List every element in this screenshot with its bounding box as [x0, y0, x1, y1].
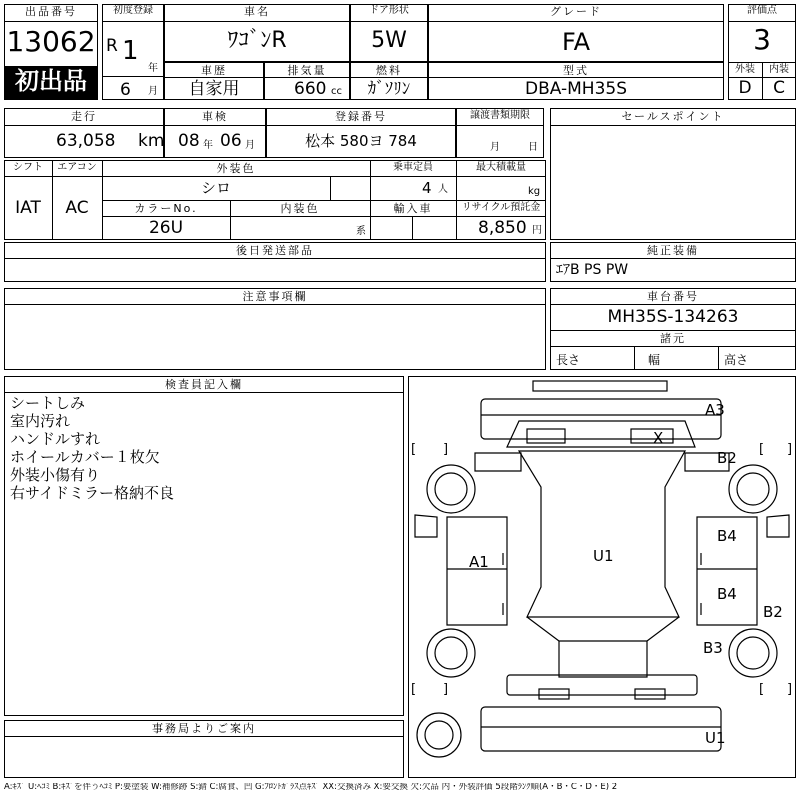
ac-label: エアコン: [57, 162, 97, 173]
max-load-label: 最大積載量: [476, 162, 526, 173]
interior-grade: C: [773, 78, 785, 98]
capacity-unit: 人: [438, 184, 448, 195]
damage-mark: B4: [717, 527, 737, 545]
import-label: 輸入車: [393, 202, 433, 215]
lot-number: 13062: [6, 25, 96, 58]
svg-text:]: ]: [787, 682, 793, 697]
mileage-label: 走行: [71, 110, 97, 123]
inspection-year-unit: 年: [203, 140, 213, 151]
height-label: 高さ: [724, 353, 749, 367]
reg-number-label: 登録番号: [335, 110, 387, 123]
transfer-month-unit: 月: [490, 142, 500, 153]
damage-mark: A1: [469, 553, 489, 571]
capacity-label: 乗車定員: [393, 162, 433, 173]
first-reg-month: 6: [120, 80, 131, 100]
interior-label: 内装: [769, 64, 789, 75]
deferred-parts-label: 後日発送部品: [236, 244, 314, 257]
score: 3: [753, 23, 771, 56]
first-registration-label: 初度登録: [113, 5, 153, 16]
first-listing-label: 初出品: [15, 67, 87, 95]
svg-text:]: ]: [443, 682, 449, 697]
exterior-grade: D: [738, 78, 752, 98]
shift-label: シフト: [13, 162, 43, 173]
displacement: 660: [294, 79, 327, 99]
first-reg-year: 1: [122, 36, 139, 66]
ext-color: シロ: [200, 179, 231, 197]
first-reg-year-unit: 年: [148, 63, 158, 74]
recycle-fee: 8,850: [478, 218, 527, 238]
int-color-unit: 系: [356, 226, 366, 237]
displacement-unit: cc: [331, 86, 342, 97]
damage-mark: X: [653, 429, 664, 447]
svg-text:[: [: [759, 682, 765, 697]
door-type: 5W: [371, 28, 407, 53]
ac: AC: [65, 198, 89, 218]
history-label: 車歴: [201, 64, 227, 77]
mileage-unit: km: [138, 131, 165, 151]
inspector-note: 右サイドミラー格納不良: [10, 484, 174, 502]
fuel-label: 燃料: [376, 64, 402, 77]
chassis-number: MH35S-134263: [607, 307, 739, 327]
damage-mark: U1: [705, 729, 726, 747]
max-load-unit: kg: [528, 186, 541, 197]
model-code: DBA-MH35S: [524, 79, 628, 99]
mileage: 63,058: [56, 131, 116, 151]
car-name: ﾜｺﾞﾝR: [227, 28, 287, 53]
width-label: 幅: [648, 353, 661, 367]
specs-label: 諸元: [660, 332, 686, 345]
sales-points-box: [550, 108, 796, 240]
svg-text:[: [: [411, 682, 417, 697]
equipment-label: 純正装備: [647, 244, 699, 257]
office-label: 事務局よりご案内: [152, 722, 256, 735]
history: 自家用: [188, 79, 240, 99]
transfer-deadline-label: 譲渡書類期限: [470, 110, 530, 121]
inspector-note: ホイールカバー１枚欠: [10, 448, 160, 466]
inspection-month: 06: [220, 131, 242, 151]
int-color-label: 内装色: [280, 202, 320, 215]
damage-mark: B3: [703, 639, 723, 657]
recycle-unit: 円: [532, 225, 542, 236]
sales-points-label: セールスポイント: [621, 110, 725, 123]
damage-diagram: [408, 376, 796, 778]
lot-number-label: 出品番号: [25, 5, 77, 18]
equipment: ｴｱB PS PW: [556, 262, 629, 278]
transfer-day-unit: 日: [528, 142, 538, 153]
score-label: 評価点: [747, 5, 777, 16]
legend-footer: A:ｷｽﾞ U:ﾍｺﾐ B:ｷｽﾞを伴うﾍｺﾐ P:要塗装 W:補修跡 S:錆 C:腐食、凹 G:ﾌﾛﾝﾄｶﾞﾗｽ点ｷｽﾞ XX:交換済み X:要交換 欠:欠品 内・外装評価 5段階ﾗﾝｸ順(A・B・C・D・E) 2: [4, 783, 618, 792]
notes-label: 注意事項欄: [242, 290, 308, 303]
fuel: ｶﾞｿﾘﾝ: [367, 79, 411, 99]
model-label: 型式: [563, 64, 589, 77]
inspection-year: 08: [178, 131, 200, 151]
first-reg-month-unit: 月: [148, 86, 158, 97]
damage-mark: B2: [717, 449, 737, 467]
svg-text:]: ]: [787, 442, 793, 457]
svg-text:[: [: [759, 442, 765, 457]
displacement-label: 排気量: [287, 64, 327, 77]
exterior-label: 外装: [735, 64, 755, 75]
color-no: 26U: [148, 218, 184, 238]
capacity: 4: [422, 179, 432, 197]
inspector-note: 室内汚れ: [10, 412, 71, 430]
era-label: R: [106, 36, 118, 56]
chassis-label: 車台番号: [647, 290, 699, 303]
recycle-label: リサイクル預託金: [461, 202, 541, 213]
car-outline-diagram: [409, 377, 795, 777]
svg-text:]: ]: [443, 442, 449, 457]
length-label: 長さ: [556, 353, 581, 367]
shift: IAT: [15, 198, 41, 218]
inspector-label: 検査員記入欄: [165, 378, 243, 391]
damage-mark: U1: [593, 547, 614, 565]
inspector-note: シートしみ: [10, 394, 86, 412]
inspection-month-unit: 月: [245, 140, 255, 151]
damage-mark: B2: [763, 603, 783, 621]
inspector-note: ハンドルすれ: [10, 430, 101, 448]
damage-mark: A3: [705, 401, 725, 419]
car-name-label: 車名: [244, 5, 270, 18]
door-label: ドア形状: [369, 5, 409, 16]
inspection-label: 車検: [202, 110, 228, 123]
color-no-label: カラーNo.: [134, 202, 198, 215]
grade: FA: [561, 28, 591, 56]
svg-text:[: [: [411, 442, 417, 457]
inspector-note: 外装小傷有り: [10, 466, 101, 484]
grade-label: グレード: [550, 5, 602, 18]
damage-mark: B4: [717, 585, 737, 603]
reg-number: 松本 580ヨ 784: [305, 132, 417, 150]
ext-color-label: 外装色: [216, 162, 256, 175]
